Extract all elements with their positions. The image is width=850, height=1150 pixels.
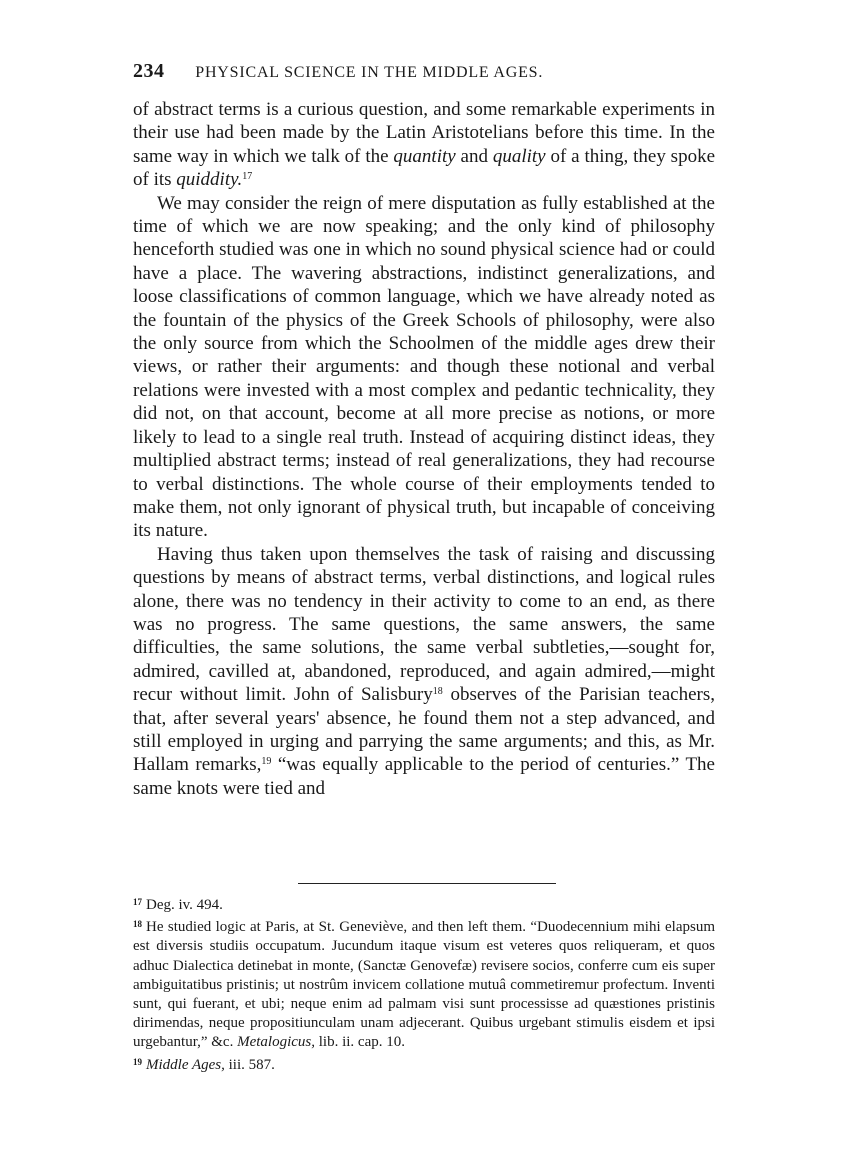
footnote-divider: [298, 883, 556, 884]
body-text: [133, 98, 715, 800]
page-header: [133, 60, 723, 83]
footnote-italic-title: Metalogicus,: [237, 1034, 315, 1051]
footnote-text: iii. 587.: [224, 1056, 275, 1073]
footnote-ref-19: 19: [261, 756, 272, 768]
footnote-mark: 17: [133, 897, 142, 907]
footnote-text: Deg. iv. 494.: [146, 897, 223, 913]
footnote-mark: 18: [133, 919, 142, 930]
footnote-italic-title: Middle Ages,: [146, 1056, 225, 1073]
paragraph-2: We may consider the reign of mere disputation as fully established at the time of which we are now speaking; and the only kind of philosophy henceforth studied was one in which no sound physical science had or could have a place. The wavering abstractions, indistinct generalizations, and loose classifications of common language, which we have already noted as the fountain of the physics of the Greek Schools of philosophy, were also the only source from which the Schoolmen of the middle ages drew their views, or rather their arguments: and though these notional and verbal relations were invested with a most complex and pedantic technicality, they did not, on that account, become at all more precise as notions, or more likely to lead to a single real truth. Instead of acquiring distinct ideas, they multiplied abstract terms; instead of real generalizations, they had recourse to verbal distinctions. The whole course of their employments tended to make them, not only ignorant of physical truth, but incapable of conceiving its nature.: [133, 192, 715, 542]
footnote-18: [133, 915, 715, 1052]
italic-quiddity: quiddity.: [176, 169, 243, 191]
page-number: 234: [133, 60, 165, 82]
footnote-ref-18: 18: [432, 686, 443, 698]
footnote-mark: 19: [133, 1056, 142, 1067]
paragraph-1-text-a: of abstract terms is a curious question, and some remarkable experiments in their use had been made by the Latin Aristotelians before this time. In the same way in which we talk of the: [133, 99, 715, 167]
paragraph-1-text-b: and: [455, 145, 493, 167]
footnote-19: [133, 1053, 715, 1075]
paragraph-1: [133, 98, 715, 192]
paragraph-3-text-b: observes of the Parisian teachers, that, after several years' absence, he found them not a step advanced, and still employed in urging and parrying the same arguments; and this, as Mr. Hallam remarks,: [133, 684, 715, 776]
footnote-ref-17: 17: [242, 171, 253, 183]
italic-quality: quality: [492, 145, 546, 167]
footnotes: [133, 893, 715, 1075]
paragraph-3-text-a: Having thus taken upon themselves the task of raising and discussing questions by means of abstract terms, verbal distinctions, and logical rules alone, there was no tendency in their activity to come to an end, as there was no progress. The same questions, the same answers, the same difficulties, the same solutions, the same verbal subtleties,—sought for, admired, cavilled at, abandoned, reproduced, and again admired,—might recur without limit. John of Salisbury: [133, 543, 715, 706]
footnote-text: lib. ii. cap. 10.: [315, 1034, 405, 1051]
paragraph-3: [133, 543, 715, 800]
paragraph-3-text-c: “was equally applicable to the period of centuries.” The same knots were tied and: [133, 754, 715, 799]
italic-quantity: quantity: [393, 145, 456, 167]
footnote-17: [133, 893, 715, 915]
running-title: PHYSICAL SCIENCE IN THE MIDDLE AGES.: [195, 64, 544, 81]
footnote-text: He studied logic at Paris, at St. Geneviève, and then left them. “Duodecennium mihi elapsum est diversis studiis occupatum. Jucundum itaque visum est veteres quos reliqueram, et quos adhuc Dialectica detinebat in monte, (Sanctæ Genovefæ) revisere socios, conferre cum eis super ambiguitatibus pristinis; ut nostrûm invicem collatione mutuâ commetiremur profectum. Inventi sunt, qui fuerant, et ubi; neque enim ad palmam visi sunt processisse ad quæstiones pristinis dirimendas, neque propositiunculam unam adjecerant. Quibus urgebant stimulis eisdem et ipsi urgebantur,” &c.: [133, 919, 715, 1051]
paragraph-1-text-c: of a thing, they spoke of its: [133, 145, 715, 191]
